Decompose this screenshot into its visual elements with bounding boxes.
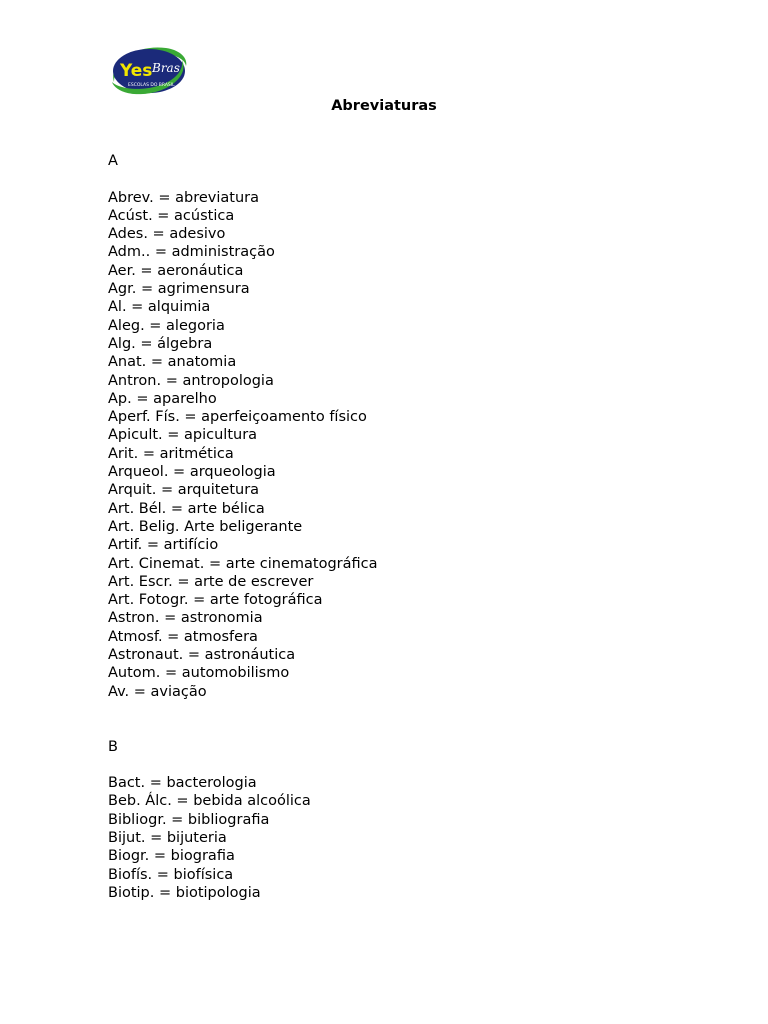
list-item: Anat. = anatomia <box>108 354 237 371</box>
list-item: Art. Fotogr. = arte fotográfica <box>108 592 323 609</box>
section-letter: A <box>108 153 118 169</box>
list-item: Arit. = aritmética <box>108 445 234 462</box>
list-item: Bijut. = bijuteria <box>108 829 227 846</box>
list-item: Biogr. = biografia <box>108 848 235 865</box>
list-item: Ades. = adesivo <box>108 226 226 243</box>
list-item: Abrev. = abreviatura <box>108 189 259 206</box>
logo-bras-text: Bras <box>152 61 180 75</box>
list-item: Biofís. = biofísica <box>108 866 234 883</box>
list-item: Art. Belig. Arte beligerante <box>108 518 303 535</box>
list-item: Astron. = astronomia <box>108 610 263 627</box>
list-item: Aer. = aeronáutica <box>108 262 244 279</box>
list-item: Biotip. = biotipologia <box>108 884 261 901</box>
yesbras-logo <box>106 42 190 100</box>
entry-list <box>108 189 708 701</box>
list-item: Aperf. Fís. = aperfeiçoamento físico <box>108 409 367 426</box>
section-letter: B <box>108 738 118 755</box>
list-item: Ap. = aparelho <box>108 390 217 407</box>
abbreviation-list <box>108 152 708 902</box>
section-b <box>108 738 708 903</box>
list-item: Bibliogr. = bibliografia <box>108 811 270 828</box>
entry-list <box>108 774 708 902</box>
list-item: Atmosf. = atmosfera <box>108 628 258 645</box>
list-item: Al. = alquimia <box>108 299 211 316</box>
list-item: Art. Cinemat. = arte cinematográfica <box>108 555 378 572</box>
list-item: Art. Escr. = arte de escrever <box>108 573 314 590</box>
list-item: Acúst. = acústica <box>108 207 235 224</box>
list-item: Agr. = agrimensura <box>108 281 250 298</box>
list-item: Arqueol. = arqueologia <box>108 464 276 481</box>
list-item: Aleg. = alegoria <box>108 317 225 334</box>
list-item: Adm.. = administração <box>108 244 275 261</box>
logo-tagline-text: ESCOLAS DO BRASIL <box>128 83 175 88</box>
yesbras-logo-graphic <box>106 42 190 100</box>
list-item: Apicult. = apicultura <box>108 427 258 444</box>
list-item: Bact. = bacterologia <box>108 775 257 792</box>
list-item: Av. = aviação <box>108 683 207 700</box>
list-item: Alg. = álgebra <box>108 335 213 352</box>
list-item: Antron. = antropologia <box>108 372 274 389</box>
list-item: Astronaut. = astronáutica <box>108 647 296 664</box>
list-item: Artif. = artifício <box>108 537 219 554</box>
list-item: Arquit. = arquitetura <box>108 482 260 499</box>
section-a <box>108 152 708 701</box>
logo-yes-text: Yes <box>120 61 153 81</box>
list-item: Art. Bél. = arte bélica <box>108 500 265 517</box>
list-item: Beb. Álc. = bebida alcoólica <box>108 793 311 810</box>
document-title: Abreviaturas <box>331 98 437 114</box>
list-item: Autom. = automobilismo <box>108 665 290 682</box>
